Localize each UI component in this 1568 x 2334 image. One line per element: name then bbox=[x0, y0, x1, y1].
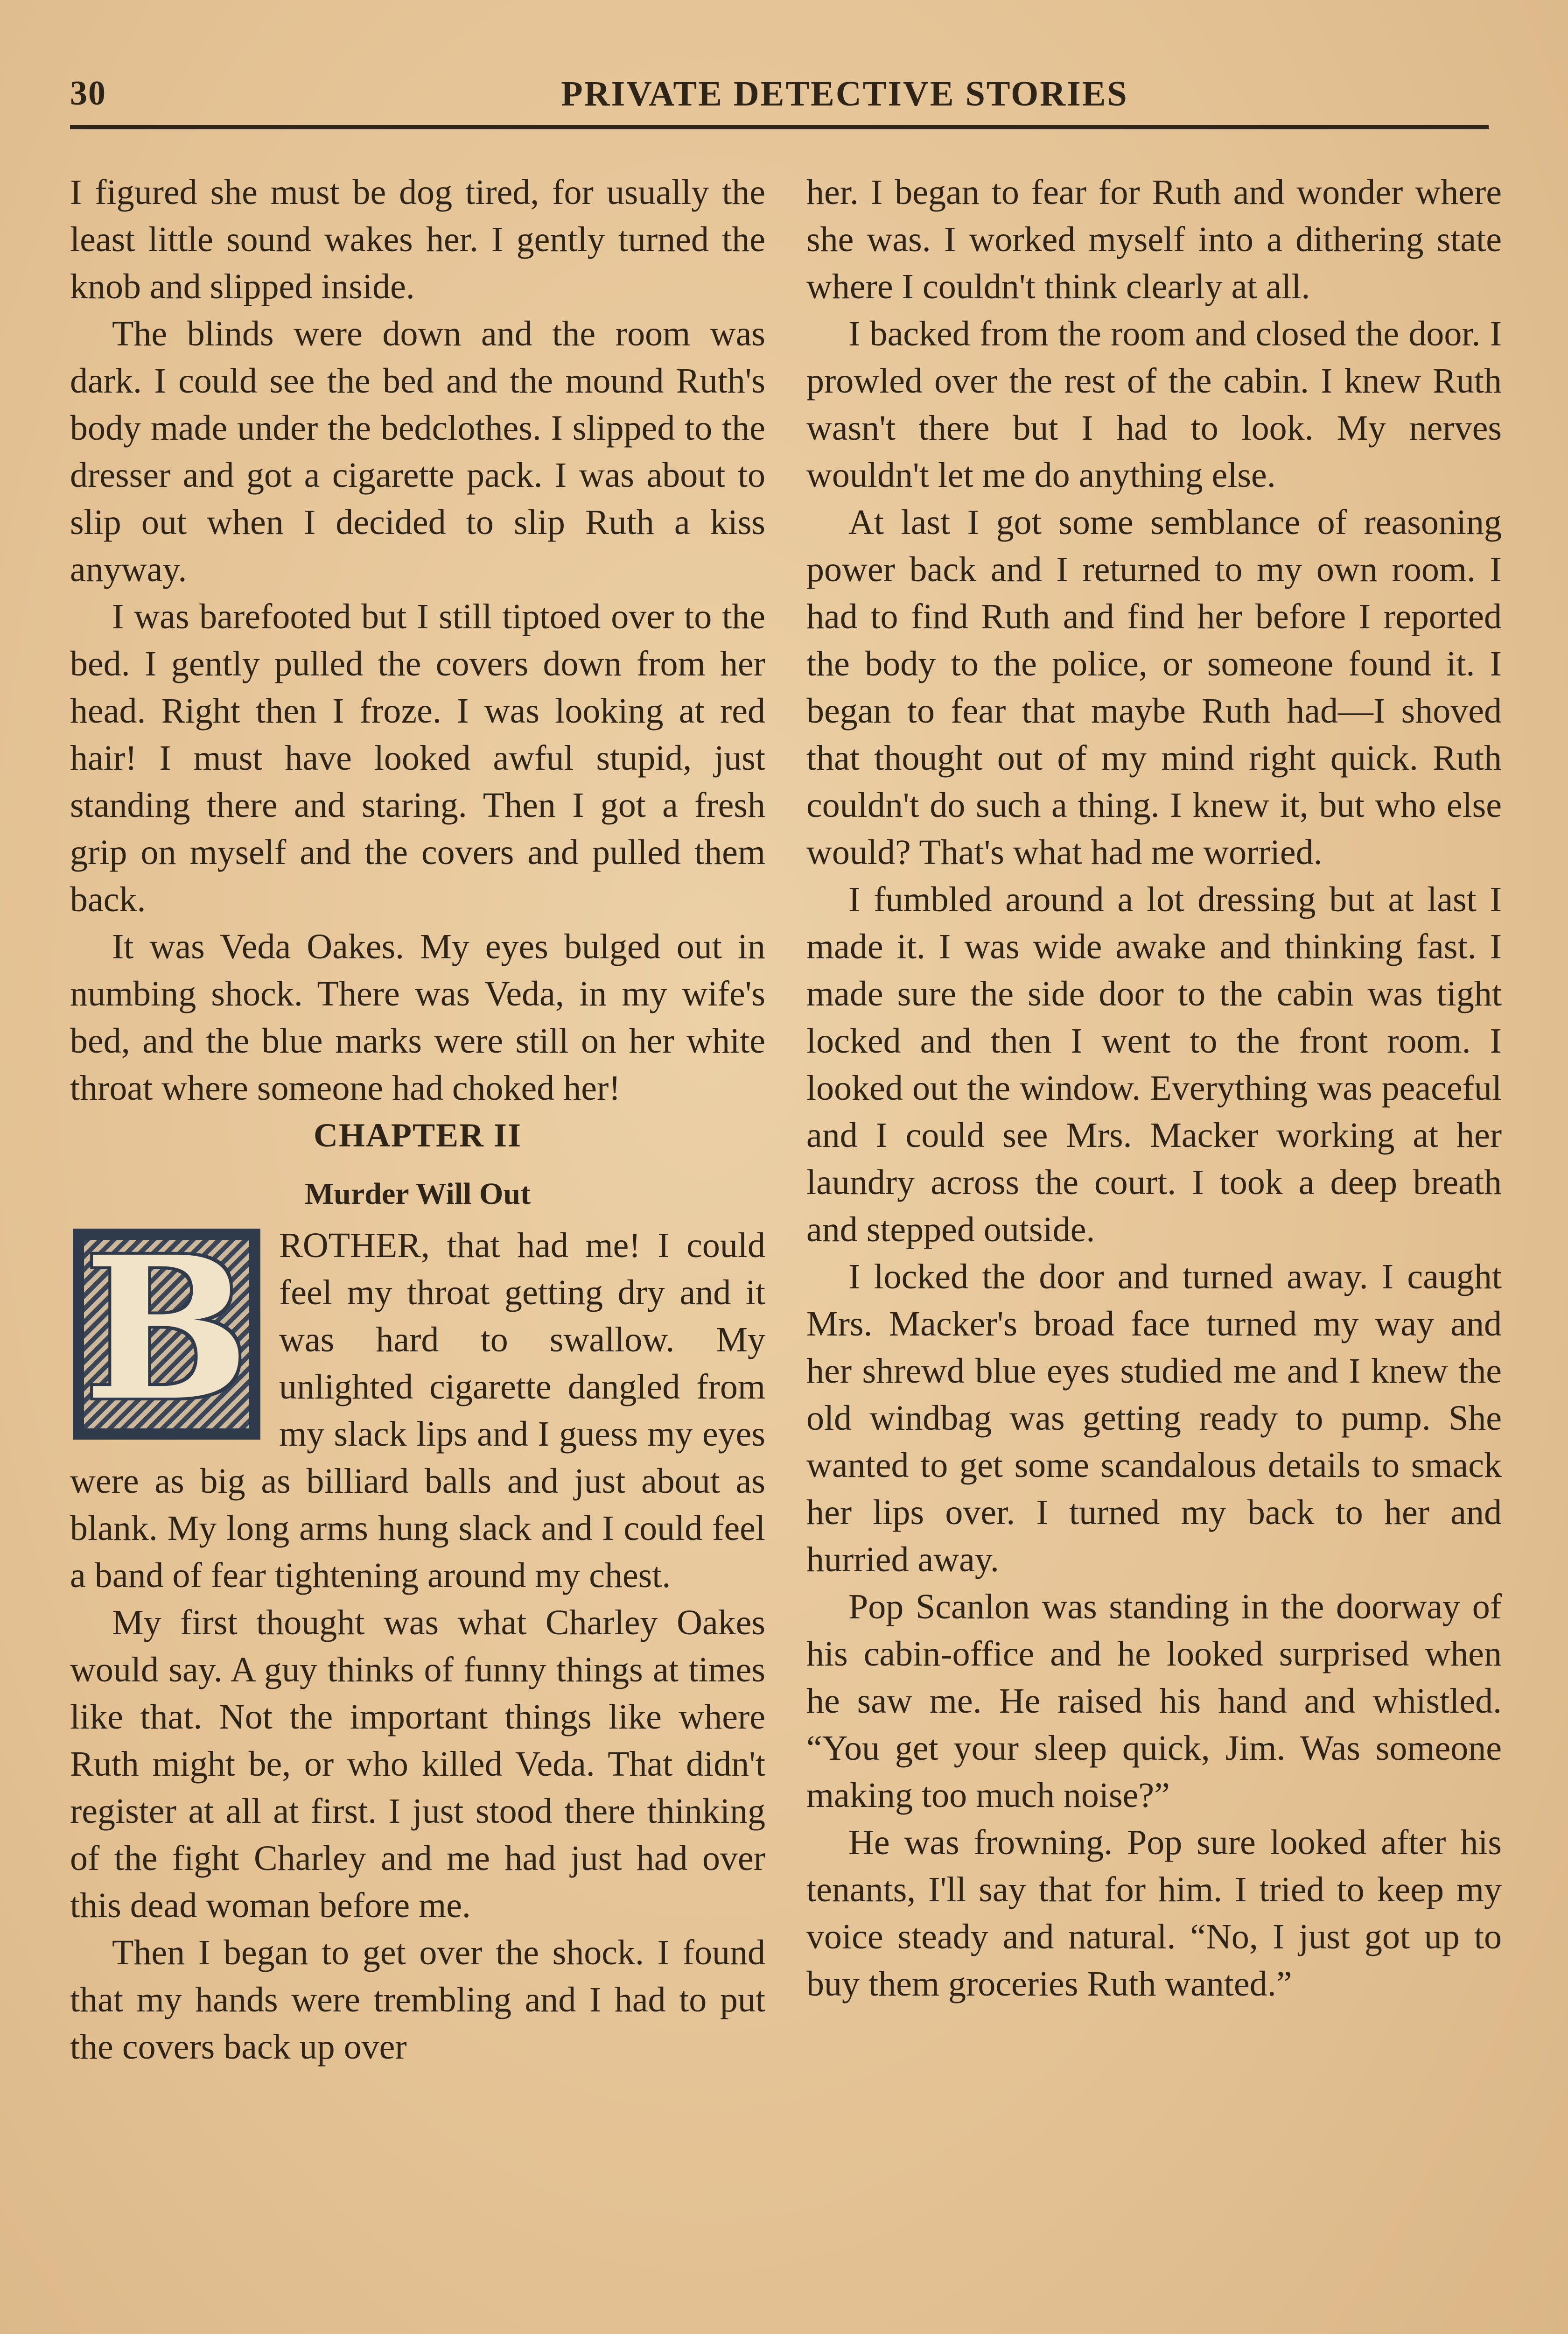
paragraph: Then I began to get over the shock. I found that my hands were trembling and I had to put the covers back up over bbox=[70, 1933, 765, 2067]
paragraph: I locked the door and turned away. I caught Mrs. Macker's broad face turned my way and her shrewd blue eyes studied me and I knew the old windbag was getting ready to pump. She wanted to get some scandalous details to smack her lips over. I turned my back to her and hurried away. bbox=[806, 1257, 1502, 1579]
paragraph: The blinds were down and the room was dark. I could see the bed and the mound Ruth's body made under the bedclothes. I slipped to the dresser and got a cigarette pack. I was about to slip out when I decided to slip Ruth a kiss anyway. bbox=[70, 314, 765, 589]
page-number: 30 bbox=[70, 74, 106, 112]
running-title: PRIVATE DETECTIVE STORIES bbox=[561, 74, 1128, 113]
dropcap-paragraph bbox=[70, 1214, 765, 1599]
paragraph: I was barefooted but I still tiptoed over to the bed. I gently pulled the covers down from her head. Right then I froze. I was looking at red hair! I must have looked awful stupid, just standing there and staring. Then I got a fresh grip on myself and the covers and pulled them back. bbox=[70, 597, 765, 919]
paragraph: At last I got some semblance of reasoning power back and I returned to my own room. I had to find Ruth and find her before I reported the body to the police, or someone found it. I began to fear that maybe Ruth had—I shoved that thought out of my mind right quick. Ruth couldn't do such a thing. I knew it, but who else would? That's what had me worried. bbox=[806, 503, 1502, 872]
paragraph: I figured she must be dog tired, for usually the least little sound wakes her. I gently turned the knob and slipped inside. bbox=[70, 173, 765, 306]
right-column bbox=[806, 169, 1502, 2008]
page-header bbox=[70, 70, 1489, 126]
drop-cap-letter: B bbox=[84, 1214, 250, 1444]
paragraph-continuation: her. I began to fear for Ruth and wonder where she was. I worked myself into a dithering state where I couldn't think clearly at all. bbox=[806, 173, 1502, 306]
paragraph: My first thought was what Charley Oakes would say. A guy thinks of funny things at times like that. Not the important things like where Ruth might be, or who killed Veda. That didn't register at all at first. I just stood there thinking of the fight Charley and me had just had over this dead woman before me. bbox=[70, 1603, 765, 1925]
header-rule bbox=[70, 125, 1489, 129]
paragraph: It was Veda Oakes. My eyes bulged out in numbing shock. There was Veda, in my wife's bed, and the blue marks were still on her white throat where someone had choked her! bbox=[70, 927, 765, 1108]
chapter-subtitle: Murder Will Out bbox=[304, 1177, 531, 1211]
drop-cap-ornament bbox=[73, 1214, 260, 1444]
dropcap-paragraph-text: ROTHER, that had me! I could feel my throat getting dry and it was hard to swallow. My unlighted cigarette dangled from my slack lips and I guess my eyes were as big as billiard balls and just about as blank. My long arms hung slack and I could feel a band of fear tightening around my chest. bbox=[70, 1226, 765, 1595]
paragraph: He was frowning. Pop sure looked after his tenants, I'll say that for him. I tried to keep my voice steady and natural. “No, I just got up to buy them groceries Ruth wanted.” bbox=[806, 1823, 1502, 2004]
paragraph: I fumbled around a lot dressing but at last I made it. I was wide awake and thinking fast. I made sure the side door to the cabin was tight locked and then I went to the front room. I looked out the window. Everything was peaceful and I could see Mrs. Macker working at her laundry across the court. I took a deep breath and stepped outside. bbox=[806, 880, 1502, 1249]
paragraph: I backed from the room and closed the door. I prowled over the rest of the cabin. I knew Ruth wasn't there but I had to look. My nerves wouldn't let me do anything else. bbox=[806, 314, 1502, 495]
left-column bbox=[70, 169, 765, 2071]
paragraph: Pop Scanlon was standing in the doorway of his cabin-office and he looked surprised when he saw me. He raised his hand and whistled. “You get your sleep quick, Jim. Was someone making too much noise?” bbox=[806, 1587, 1502, 1815]
chapter-heading: CHAPTER II bbox=[313, 1117, 522, 1154]
